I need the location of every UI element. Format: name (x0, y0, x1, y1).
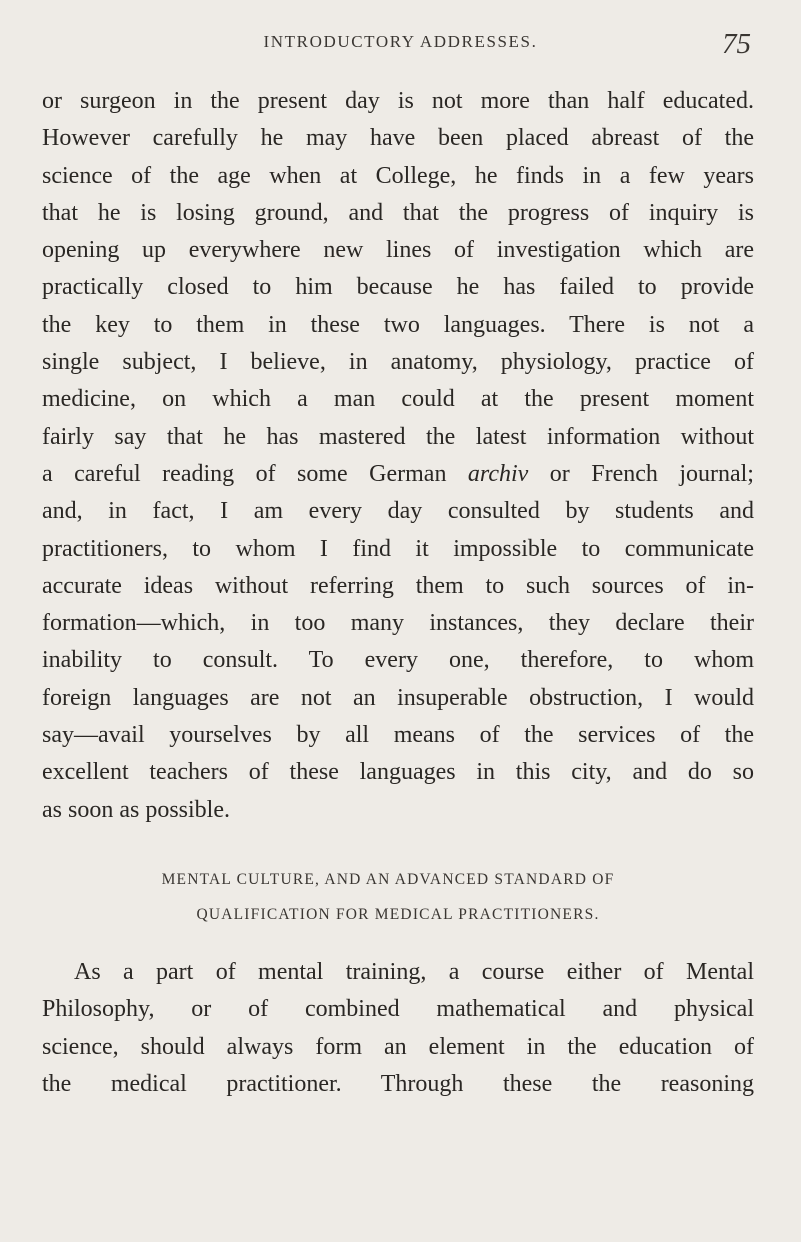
text-line: As a part of mental training, a course either of Mental (74, 959, 754, 985)
section-heading-line: QUALIFICATION FOR MEDICAL PRACTITIONERS. (196, 906, 600, 923)
page-number: 75 (722, 28, 751, 60)
italic-word: archiv (467, 460, 529, 487)
section-heading (42, 862, 754, 932)
text-line: science of the age when at College, he finds in a few years (42, 162, 754, 189)
text-line: say—avail yourselves by all means of the services of the (42, 722, 754, 749)
text-line: foreign languages are not an insuperable obstruction, I would (42, 684, 754, 711)
text-line: excellent teachers of these languages in this city, and do so (42, 759, 754, 786)
text-line: practically closed to him because he has failed to provide (42, 274, 754, 301)
text-line: practitioners, to whom I find it impossible to communicate (42, 535, 754, 562)
text-fragment: a careful reading of some German (42, 460, 468, 487)
text-line: However carefully he may have been placed abreast of the (42, 125, 754, 152)
text-line: Philosophy, or of combined mathematical and physical (42, 996, 754, 1023)
text-line: that he is losing ground, and that the progress of inquiry is (42, 199, 754, 226)
text-line: the key to them in these two languages. There is not a (42, 311, 754, 338)
text-line: single subject, I believe, in anatomy, physiology, practice of (42, 349, 754, 376)
text-line: science, should always form an element in the education of (42, 1033, 754, 1060)
text-line (42, 456, 754, 493)
running-title: INTRODUCTORY ADDRESSES. (263, 32, 538, 51)
text-line: and, in fact, I am every day consulted by students and (42, 498, 754, 525)
running-head (0, 28, 801, 68)
text-line: fairly say that he has mastered the latest information without (42, 423, 754, 450)
text-line: or surgeon in the present day is not more than half educated. (42, 88, 754, 114)
text-line: accurate ideas without referring them to such sources of in- (42, 572, 754, 599)
text-line: medicine, on which a man could at the present moment (42, 386, 754, 413)
text-line: opening up everywhere new lines of investigation which are (42, 237, 754, 264)
text-line: inability to consult. To every one, therefore, to whom (42, 647, 754, 674)
section-heading-line: MENTAL CULTURE, AND AN ADVANCED STANDARD OF (161, 871, 615, 888)
paragraph-1 (42, 83, 754, 829)
text-line: as soon as possible. (42, 796, 230, 823)
text-line: formation—which, in too many instances, they declare their (42, 610, 754, 637)
text-fragment: or French journal; (528, 460, 754, 487)
text-line: the medical practitioner. Through these the reasoning (42, 1070, 754, 1097)
paragraph-2 (42, 954, 754, 1103)
